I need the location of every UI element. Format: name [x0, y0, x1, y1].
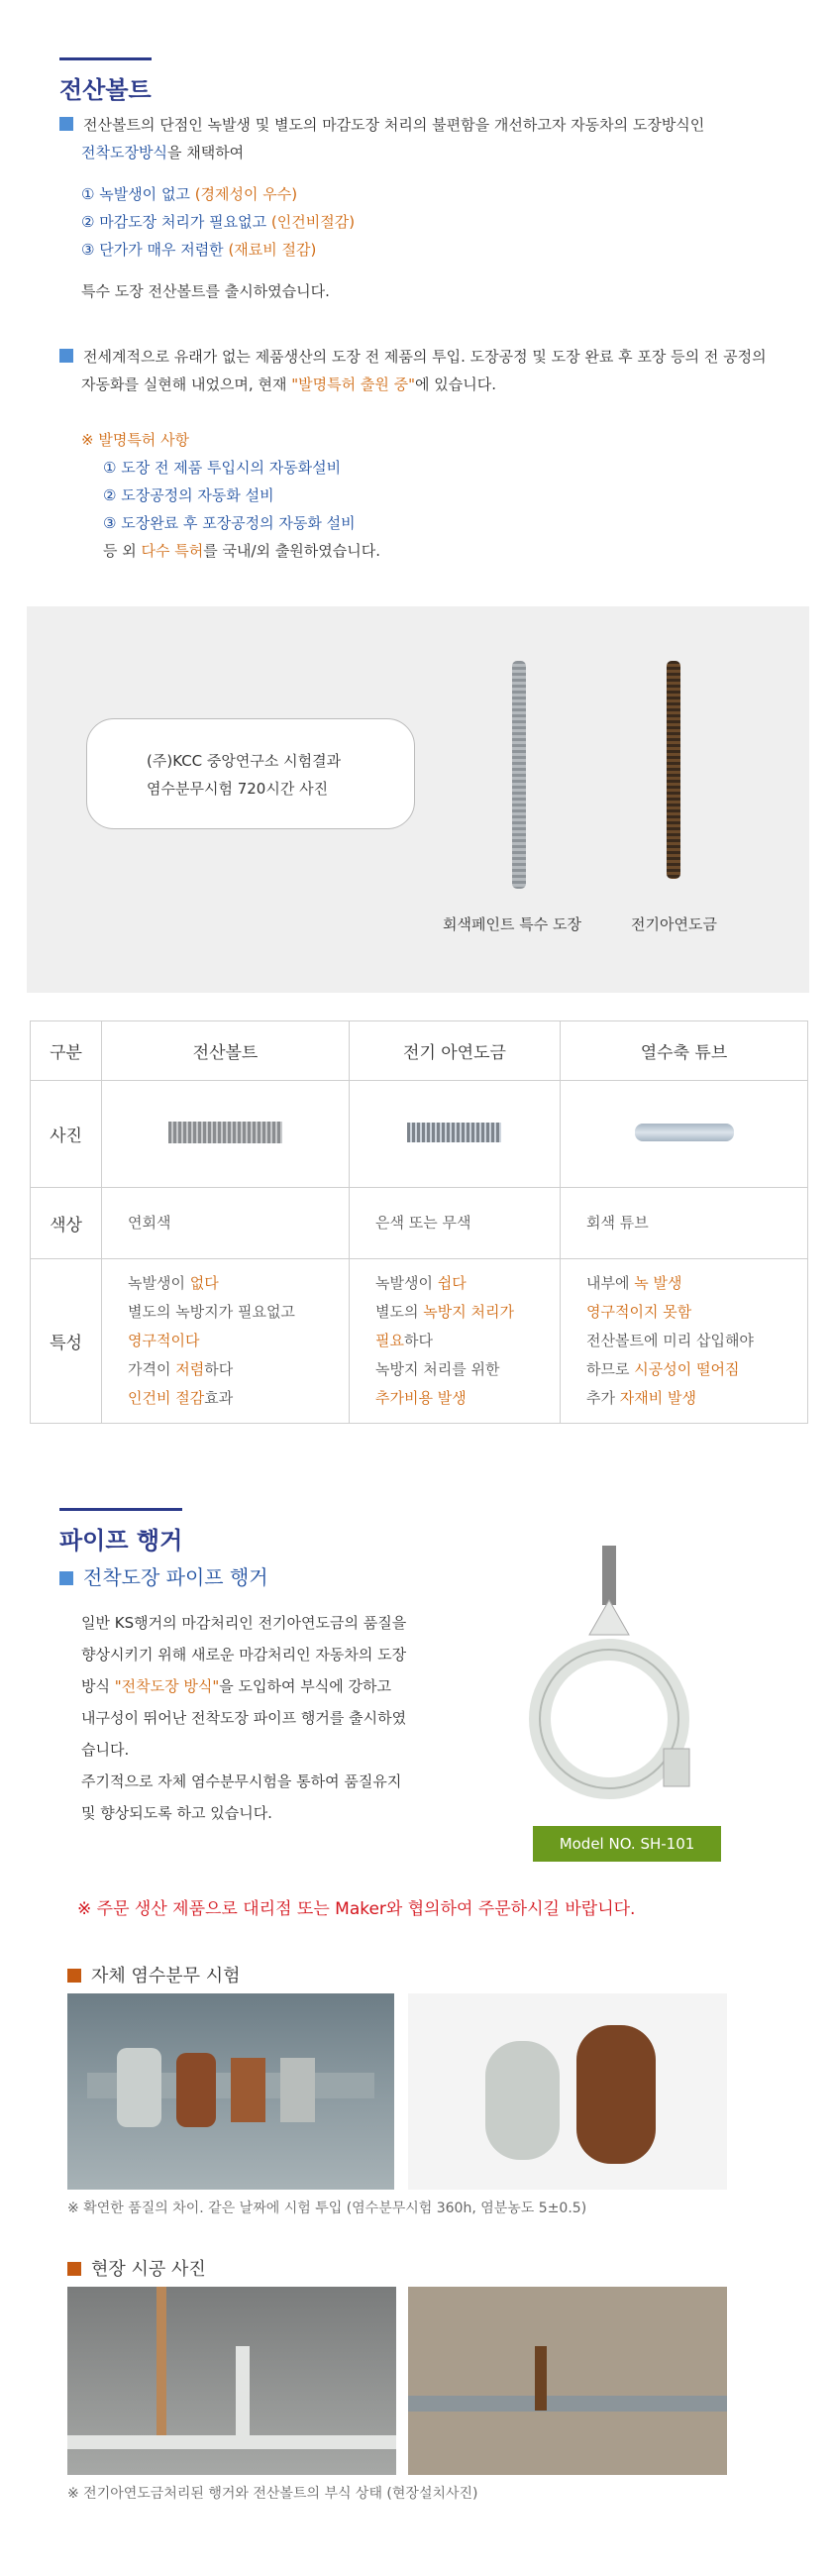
table-row-feature: 특성 녹발생이 없다 별도의 녹방지가 필요없고 영구적이다 가격이 저렴하다 인건비 절감효과 녹발생이 쉽다 별도의 녹방지 처리가 필요하다 녹방지 처리를 위한 추가비용 발생 내부에 녹 발생 영구적이지 못함 전산볼트에 미리 삽입해야 하므로 시공성이 떨어짐 추가 자재비 발생: [31, 1259, 808, 1424]
label-zinc-plating: 전기아연도금: [631, 915, 717, 933]
intro-paragraph-1: 전산볼트의 단점인 녹발생 및 별도의 마감도장 처리의 불편함을 개선하고자 자동차의 도장방식인 전착도장방식을 채택하여: [59, 111, 792, 166]
gray-coated-rod-image: [512, 661, 526, 889]
benefit-list: [81, 180, 355, 264]
section-title-pipe-hanger: 파이프 행거: [59, 1508, 182, 1556]
header-category: 구분: [31, 1021, 102, 1081]
section-title-threaded-rod: 전산볼트: [59, 57, 152, 105]
salt-test-note: ※ 확연한 품질의 차이. 같은 날짜에 시험 투입 (염수분무시험 360h, 염분농도 5±0.5): [67, 2200, 587, 2216]
site-photo-note: ※ 전기아연도금처리된 행거와 전산볼트의 부식 상태 (현장설치사진): [67, 2486, 478, 2502]
header-shrink-tube: 열수축 튜브: [561, 1021, 808, 1081]
test-result-bubble: (주)KCC 중앙연구소 시험결과 염수분무시험 720시간 사진: [86, 718, 415, 829]
salt-test-photo-2: [408, 1993, 727, 2190]
zinc-plated-rod-image: [667, 661, 680, 879]
benefit-item: ② 마감도장 처리가 필요없고 (인건비절감): [81, 213, 356, 231]
highlight-ed-coating: 전착도장방식: [81, 144, 167, 161]
table-row-photo: 사진: [31, 1081, 808, 1188]
patent-heading: ※ 발명특허 사항: [81, 431, 190, 449]
benefit-item: ③ 단가가 매우 저렴한 (재료비 절감): [81, 241, 317, 259]
site-photo-1: [67, 2287, 396, 2475]
bullet-square-icon: [67, 2262, 81, 2276]
threaded-rod-photo: [168, 1122, 282, 1143]
hanger-description: 일반 KS행거의 마감처리인 전기아연도금의 품질을 향상시키기 위해 새로운 마감처리인 자동차의 도장 방식 "전착도장 방식"을 도입하여 부식에 강하고 내구성이 뛰어난 전착도장 파이프 행거를 출시하였 습니다. 주기적으로 자체 염수분무시험을 통하여 품질유지 및 향상되도록 하고 있습니다.: [81, 1614, 407, 1822]
bullet-square-icon: [59, 1571, 73, 1585]
patent-pending-highlight: "발명특허 출원 중": [291, 376, 415, 393]
order-notice: ※ 주문 생산 제품으로 대리점 또는 Maker와 협의하여 주문하시길 바랍니다.: [77, 1899, 636, 1919]
patent-summary: 등 외 다수 특허를 국내/외 출원하였습니다.: [103, 542, 381, 560]
patent-section: [81, 426, 380, 565]
zinc-rod-photo: [407, 1123, 501, 1142]
table-row-color: 색상 연회색 은색 또는 무색 회색 튜브: [31, 1188, 808, 1259]
comparison-table: [30, 1020, 808, 1424]
feature-threaded-rod: 녹발생이 없다 별도의 녹방지가 필요없고 영구적이다 가격이 저렴하다 인건비 절감효과: [102, 1259, 350, 1424]
feature-zinc: 녹발생이 쉽다 별도의 녹방지 처리가 필요하다 녹방지 처리를 위한 추가비용 발생: [349, 1259, 560, 1424]
pipe-hanger-image: [515, 1541, 703, 1828]
shrink-tube-photo: [635, 1124, 734, 1141]
label-gray-paint: 회색페인트 특수 도장: [443, 915, 581, 933]
patent-item: ② 도장공정의 자동화 설비: [103, 486, 274, 504]
site-photo-heading: 현장 시공 사진: [67, 2255, 206, 2281]
header-zinc: 전기 아연도금: [349, 1021, 560, 1081]
table-header-row: [31, 1021, 808, 1081]
subtitle-ed-hanger: 전착도장 파이프 행거: [59, 1561, 268, 1590]
model-number-badge: Model NO. SH-101: [533, 1826, 721, 1862]
bullet-square-icon: [67, 1969, 81, 1983]
bullet-square-icon: [59, 117, 73, 131]
salt-test-photo-1: [67, 1993, 394, 2190]
salt-test-heading: 자체 염수분무 시험: [67, 1962, 241, 1987]
site-photo-2: [408, 2287, 727, 2475]
header-threaded-rod: 전산볼트: [102, 1021, 350, 1081]
bullet-square-icon: [59, 349, 73, 363]
salt-spray-test-panel: [27, 606, 809, 993]
intro-paragraph-2: 전세계적으로 유래가 없는 제품생산의 도장 전 제품의 투입. 도장공정 및 도장 완료 후 포장 등의 전 공정의 자동화를 실현해 내었으며, 현재 "발명특허 출원 중"에 있습니다.: [59, 343, 792, 398]
release-statement: 특수 도장 전산볼트를 출시하였습니다.: [81, 282, 330, 300]
patent-item: ③ 도장완료 후 포장공정의 자동화 설비: [103, 514, 356, 532]
feature-shrink-tube: 내부에 녹 발생 영구적이지 못함 전산볼트에 미리 삽입해야 하므로 시공성이 떨어짐 추가 자재비 발생: [561, 1259, 808, 1424]
benefit-item: ① 녹발생이 없고 (경제성이 우수): [81, 185, 298, 203]
patent-item: ① 도장 전 제품 투입시의 자동화설비: [103, 459, 342, 477]
